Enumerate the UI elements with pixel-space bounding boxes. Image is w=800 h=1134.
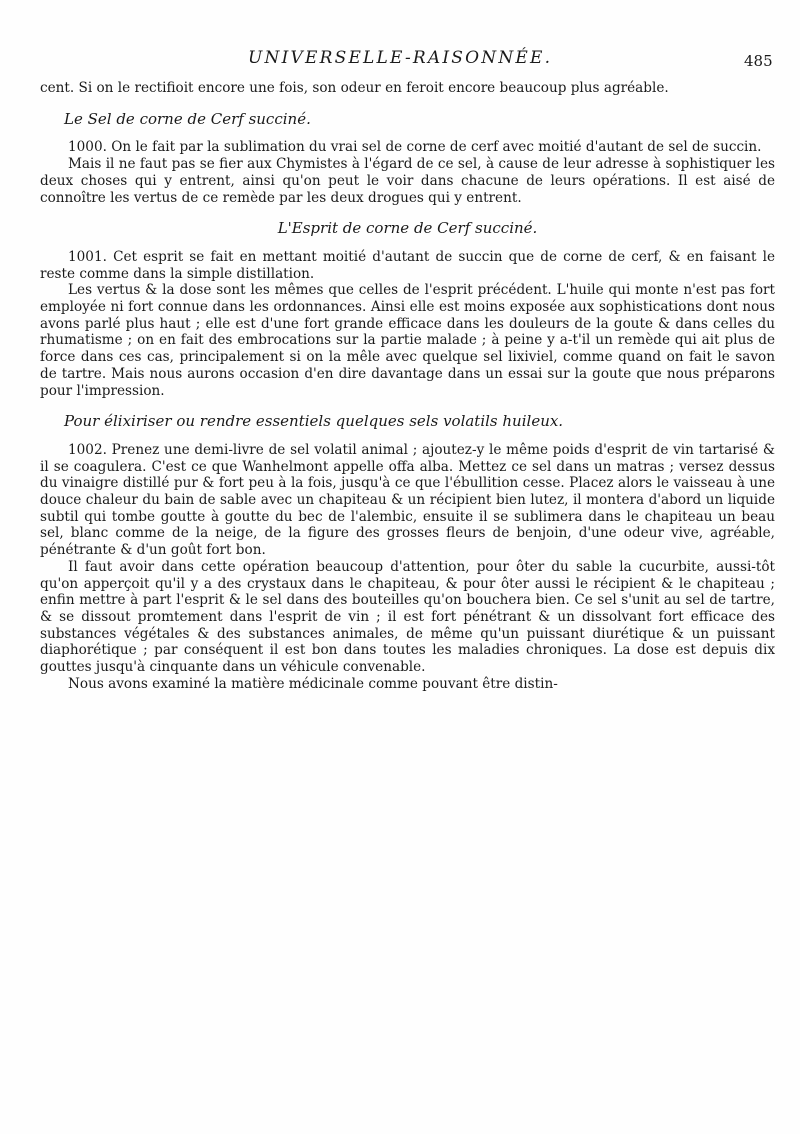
paragraph-continuation: cent. Si on le rectifioit encore une fois, son odeur en feroit encore beaucoup plus agréable.	[40, 80, 669, 96]
paragraph-1002: 1002. Prenez une demi-livre de sel volatil animal ; ajoutez-y le même poids d'esprit de vin tartarisé & il se coagulera. C'est ce que Wanhelmont appelle offa alba. Mettez ce sel dans un matras ; versez dessus du vinaigre distillé pur & fort peu à la fois, jusqu'à ce que l'ébullition cesse. Placez alors le vaisseau à une douce chaleur du bain de sable avec un chapiteau & un récipient bien lutez, il montera d'abord un liquide subtil qui tombe goutte à goutte du bec de l'alembic, ensuite il se sublimera dans le chapiteau un beau sel, blanc comme de la neige, de la figure des grosses fleurs de benjoin, d'une odeur vive, agréable, pénétrante & d'un goût fort bon.	[40, 441, 775, 559]
section-heading-elixiriser: Pour élixiriser ou rendre essentiels quelques sels volatils huileux.	[64, 412, 564, 431]
section-heading-esprit-corne-cerf: L'Esprit de corne de Cerf succiné.	[277, 219, 538, 238]
section-heading-sel-corne-cerf: Le Sel de corne de Cerf succiné.	[64, 109, 311, 128]
paragraph-mais: Mais il ne faut pas se fier aux Chymistes à l'égard de ce sel, à cause de leur adresse à sophistiquer les deux choses qui y entrent, ainsi qu'on peut le voir dans chacune de leurs opérations. Il est aisé de connoître les vertus de ce remède par les deux drogues qui y entrent.	[40, 156, 775, 206]
page-text	[40, 80, 775, 693]
paragraph-1001: 1001. Cet esprit se fait en mettant moitié d'autant de succin que de corne de cerf, & en faisant le reste comme dans la simple distillation.	[40, 248, 775, 282]
page-number: 485	[744, 52, 773, 70]
paragraph-examine: Nous avons examiné la matière médicinale comme pouvant être distin-	[68, 675, 558, 692]
paragraph-vertus: Les vertus & la dose sont les mêmes que celles de l'esprit précédent. L'huile qui monte n'est pas fort employée ni fort connue dans les ordonnances. Ainsi elle est moins exposée aux sophistications dont nous avons parlé plus haut ; elle est d'une fort grande efficace dans les douleurs de la goute & dans celles du rhumatisme ; on en fait des embrocations sur la partie malade ; à peine y a-t'il un remède qui ait plus de force dans ces cas, principalement si on la mêle avec quelque sel lixiviel, comme quand on fait le savon de tartre. Mais nous aurons occasion d'en dire davantage dans un essai sur la goute que nous préparons pour l'impression.	[40, 282, 775, 399]
paragraph-1000: 1000. On le fait par la sublimation du vrai sel de corne de cerf avec moitié d'autant de sel de succin.	[68, 139, 762, 156]
paragraph-attention: Il faut avoir dans cette opération beaucoup d'attention, pour ôter du sable la cucurbite, aussi-tôt qu'on apperçoit qu'il y a des crystaux dans le chapiteau, & pour ôter aussi le récipient & le chapiteau ; enfin mettre à part l'esprit & le sel dans des bouteilles qu'on bouchera bien. Ce sel s'unit au sel de tartre, & se dissout promtement dans l'esprit de vin ; il est fort pénétrant & un dissolvant fort efficace des substances végétales & des substances animales, de même qu'un puissant diurétique & un puissant diaphorétique ; par conséquent il est bon dans toutes les maladies chroniques. La dose est depuis dix gouttes jusqu'à cinquante dans un véhicule convenable.	[40, 558, 775, 676]
running-head: UNIVERSELLE-RAISONNÉE.	[248, 48, 553, 68]
